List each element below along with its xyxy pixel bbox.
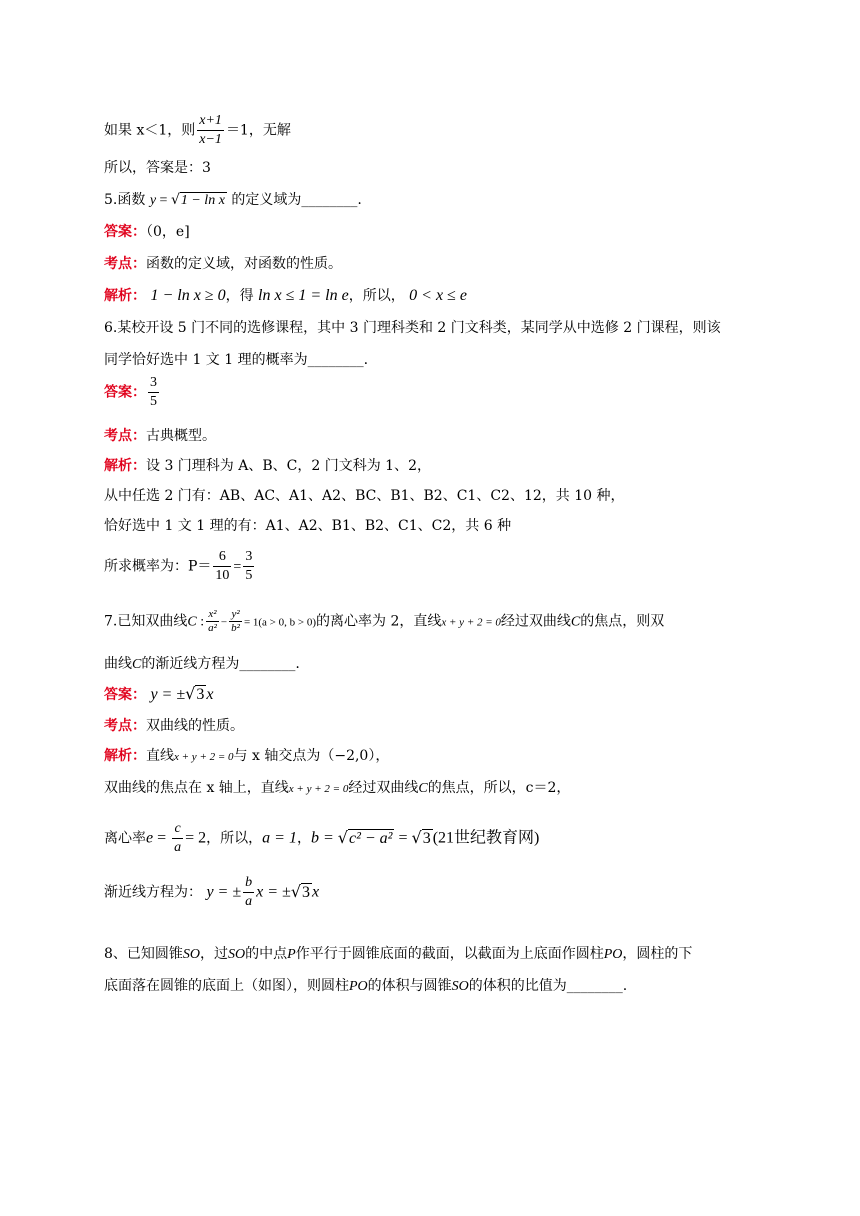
math-op: = — [156, 193, 171, 208]
sqrt-radicand: 3 — [422, 829, 431, 847]
q7-kaodian — [104, 716, 244, 736]
text: 的渐近线方程为________. — [141, 656, 300, 672]
text: 的体积与圆锥 — [367, 978, 452, 994]
question-6-line-1 — [104, 318, 721, 338]
math-op: = — [233, 559, 242, 575]
fraction — [243, 874, 254, 911]
sqrt-radicand: 3 — [302, 883, 311, 901]
math-expression: y = ± — [150, 686, 186, 703]
sqrt: √1 − ln x — [170, 192, 225, 208]
answer-label: 答案 — [104, 687, 132, 703]
text: ，得 — [225, 288, 254, 304]
math-expression: x = ± — [256, 883, 291, 901]
kaodian-text: 古典概型。 — [146, 428, 216, 444]
answer-label: 答案 — [104, 384, 132, 401]
text: 的定义域为________. — [231, 192, 362, 208]
q7-line-3 — [104, 778, 570, 799]
q6-jiexi — [104, 456, 431, 476]
jiexi-text: 设 3 门理科为 A、B、C，2 门文科为 1、2， — [146, 458, 431, 474]
text: ， — [296, 830, 311, 847]
fraction-denominator: 5 — [150, 394, 157, 409]
fraction — [243, 548, 254, 585]
math-expression: = 1(a > 0, b > 0) — [243, 616, 317, 629]
q6-probability — [104, 548, 256, 585]
math-expression: x + y + 2 = 0 — [174, 751, 234, 763]
q7-line-5 — [104, 874, 319, 911]
math-var: x — [312, 883, 320, 901]
text: 的中点 — [245, 946, 288, 962]
question-7-line-1 — [104, 608, 664, 635]
text: ，圆柱的下 — [622, 946, 693, 962]
math-var: PO — [349, 979, 368, 994]
text: 的体积的比值为________. — [468, 978, 628, 994]
sqrt: √c² − a² — [337, 827, 393, 847]
q6-line-3 — [104, 486, 624, 506]
sqrt: √3 — [411, 827, 431, 847]
text: 的离心率为 2，直线 — [316, 613, 442, 630]
line-no-solution — [104, 112, 291, 149]
fraction-numerator: x+1 — [197, 112, 224, 131]
text: 底面落在圆锥的底面上（如图），则圆柱 — [104, 978, 349, 994]
question-8-line-2 — [104, 976, 627, 997]
text: 的焦点，则双 — [580, 613, 665, 630]
watermark-text: (21世纪教育网) — [432, 829, 540, 847]
math-expression: a = 1 — [262, 829, 297, 847]
text: 从中任选 2 门有：AB、AC、A1、A2、BC、B1、B2、C1、C2、12，共 10 种， — [104, 488, 625, 504]
q7-jiexi — [104, 746, 389, 767]
text: 8、已知圆锥 — [104, 946, 183, 962]
colon: ： — [132, 687, 146, 703]
text: 7.已知双曲线 — [104, 613, 188, 630]
text: ＝1，无解 — [225, 122, 291, 139]
q5-answer — [104, 222, 190, 242]
math-expression: b = — [310, 829, 338, 847]
colon: ： — [132, 458, 146, 474]
text: 作平行于圆锥底面的截面，以截面为上底面作圆柱 — [295, 946, 604, 962]
math-expression: y = ± — [206, 883, 242, 901]
text: ，所以， — [348, 288, 405, 304]
fraction-numerator: y² — [229, 608, 242, 622]
text: 如果 x＜1，则 — [104, 122, 196, 139]
kaodian-text: 函数的定义域，对函数的性质。 — [146, 256, 342, 272]
math-var: SO — [228, 947, 246, 962]
fraction — [229, 608, 242, 635]
math-var: C — [418, 781, 428, 796]
text: 6.某校开设 5 门不同的选修课程，其中 3 门理科类和 2 门文科类，某同学从中选修 2 门课程，则该 — [104, 320, 721, 336]
math-var: y — [149, 193, 157, 208]
fraction-denominator: b² — [231, 622, 240, 634]
text: 恰好选中 1 文 1 理的有：A1、A2、B1、B2、C1、C2，共 6 种 — [104, 518, 512, 534]
colon: ： — [132, 256, 146, 272]
math-var: C — [187, 614, 197, 630]
sqrt-radicand: 1 − ln x — [180, 193, 225, 208]
colon: ： — [132, 384, 146, 401]
math-expression: 0 < x ≤ e — [409, 287, 467, 304]
text: 同学恰好选中 1 文 1 理的概率为________. — [104, 352, 369, 368]
fraction-denominator: a — [245, 894, 253, 909]
q5-jiexi — [104, 286, 467, 306]
fraction — [172, 820, 183, 857]
text: 经过双曲线 — [500, 613, 571, 630]
q6-answer — [104, 374, 161, 411]
math-expression: 1 − ln x ≥ 0 — [150, 287, 226, 304]
kaodian-label: 考点 — [104, 256, 132, 272]
fraction-denominator: x−1 — [199, 132, 222, 147]
line-answer-is-3 — [104, 158, 211, 178]
math-var: x — [206, 686, 214, 703]
math-expression: x + y + 2 = 0 — [288, 783, 349, 795]
math-expression: x + y + 2 = 0 — [441, 616, 501, 629]
question-5 — [104, 190, 362, 211]
math-var: C — [132, 657, 142, 672]
fraction-numerator: x² — [206, 608, 219, 622]
sqrt: √3 — [185, 684, 205, 703]
kaodian-label: 考点 — [104, 428, 132, 444]
text: 渐近线方程为： — [104, 884, 202, 901]
question-7-line-2 — [104, 654, 300, 675]
fraction-numerator: 3 — [148, 374, 159, 393]
fraction — [213, 548, 231, 585]
sqrt-radicand: c² − a² — [348, 829, 393, 847]
math-op: = — [153, 829, 171, 847]
text: 所求概率为：P＝ — [104, 558, 212, 575]
text: 直线 — [146, 748, 174, 764]
math-var: P — [287, 947, 296, 962]
math-var: PO — [603, 947, 623, 962]
jiexi-label: 解析 — [104, 748, 132, 764]
colon: ： — [132, 288, 146, 304]
text: 离心率 — [104, 830, 146, 847]
kaodian-text: 双曲线的性质。 — [146, 718, 244, 734]
fraction-numerator: c — [172, 820, 183, 839]
math-var: SO — [451, 979, 469, 994]
fraction — [197, 112, 224, 149]
q6-line-4 — [104, 516, 511, 536]
math-var: e — [146, 829, 154, 847]
math-op: − — [220, 616, 228, 629]
q7-answer — [104, 684, 213, 705]
sqrt-radicand: 3 — [196, 686, 205, 703]
math-expression: ln x ≤ 1 = ln e — [258, 287, 349, 304]
jiexi-label: 解析 — [104, 288, 132, 304]
text: 5.函数 — [104, 192, 146, 208]
text: 经过双曲线 — [348, 780, 419, 796]
question-6-line-2 — [104, 350, 368, 370]
text: 双曲线的焦点在 x 轴上，直线 — [104, 780, 289, 796]
answer-fraction — [148, 374, 159, 411]
math-var: C — [570, 614, 581, 630]
text: 与 x 轴交点为（−2,0）， — [233, 748, 390, 764]
kaodian-label: 考点 — [104, 718, 132, 734]
colon: ： — [132, 748, 146, 764]
colon: ： — [132, 428, 146, 444]
answer-text: （0，e] — [146, 224, 190, 240]
q5-kaodian — [104, 254, 342, 274]
fraction-numerator: b — [243, 874, 254, 893]
fraction-denominator: a² — [208, 622, 217, 634]
answer-label: 答案 — [104, 224, 132, 240]
fraction-numerator: 6 — [213, 548, 231, 567]
math-var: SO — [182, 947, 201, 962]
text: ，所以， — [206, 830, 263, 847]
text: 曲线 — [104, 656, 132, 672]
fraction-denominator: a — [174, 840, 182, 855]
fraction-denominator: 5 — [245, 568, 253, 583]
colon: ： — [132, 718, 146, 734]
q6-kaodian — [104, 426, 216, 446]
math-op: = — [394, 829, 412, 847]
math-expression: = 2 — [185, 829, 207, 847]
fraction — [206, 608, 219, 635]
fraction-denominator: 10 — [215, 568, 230, 583]
fraction-numerator: 3 — [243, 548, 254, 567]
text: ，过 — [200, 946, 229, 962]
question-8-line-1 — [104, 944, 692, 965]
jiexi-label: 解析 — [104, 458, 132, 474]
math-op: : — [196, 614, 205, 630]
text: 的焦点，所以，c＝2， — [427, 780, 571, 796]
colon: ： — [132, 224, 146, 240]
text: 所以，答案是：3 — [104, 160, 211, 176]
sqrt: √3 — [290, 881, 311, 901]
q7-line-4 — [104, 820, 539, 857]
